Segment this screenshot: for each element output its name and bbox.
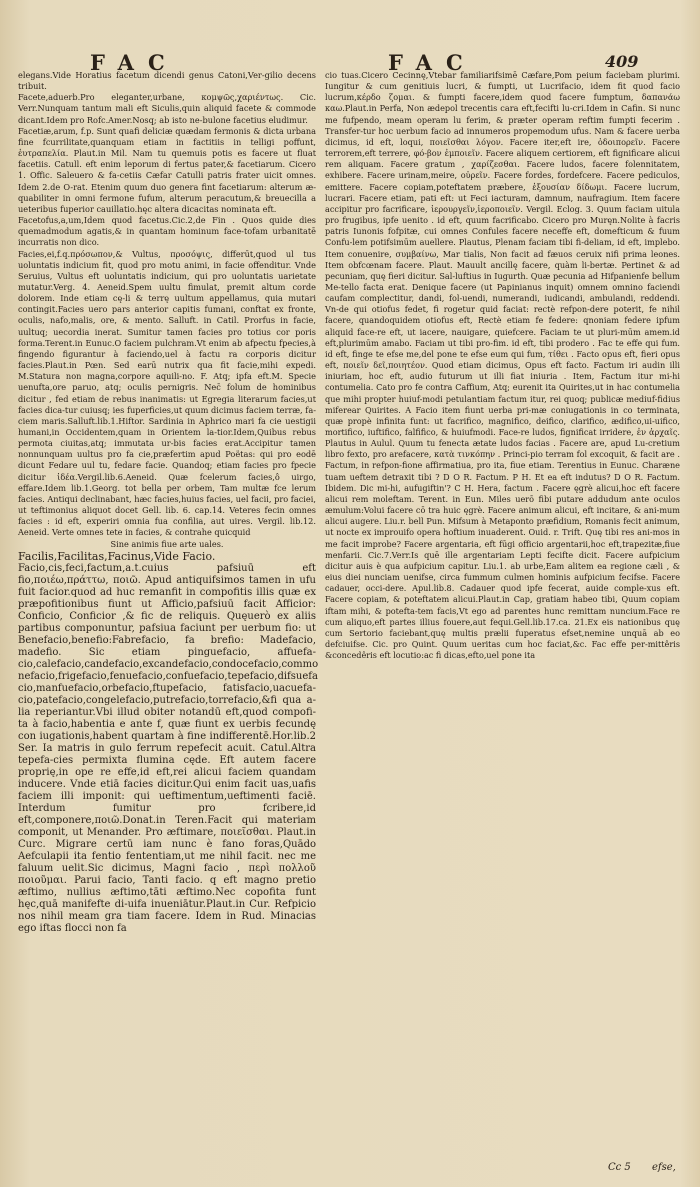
right-column — [325, 70, 680, 661]
entry-paragraph: elegans.Vide Horatius facetum dicendi genus Catoni,Ver-gilio decens tribuit. — [18, 70, 316, 92]
header-left-word: FAC — [90, 50, 179, 75]
signature-mark: Cc 5 — [608, 1162, 631, 1173]
entry-facies: Facies,ei,f.q.πρόσωπον,& Vultus, προσόψις, differūt,quod ul tus uoluntatis indicium fit, quod pro motu animi, in facie offenditur. Vnde Seruius, Vultus eft uoluntatis indicium, qui pro uoluntatis uarietate mutatur.Verg. 4. Aeneid.Spem uultu fimulat, premit altum corde dolorem. Inde etiam cę-li & terrę uultum appellamus, quia mutari contingit.Facies uero pars anterior capitis fumani, conftat ex fronte, oculis, nafo,malis, ore, & mento. Salluft. in Catil. Prorfus in facie, uultuq; uecordia inerat. Sumitur tamen facies pro totius cor poris forma.Terent.in Eunuc.O faciem pulchram.Vt enim ab afpectu fpecies,à fingendo figurantur à faciendo,uel à factu ra corporis dicitur facies.Plaut.in Pœn. Sed earū nutrix qua fit facie,mihi expedi. M.Statura non magna,corpore aquili-no. F. Atq; ipfa eft.M. Specie uenufta,ore paruo, atq; oculis pernigris. Nec̄ folum de hominibus dicitur , fed etiam de rebus inanimatis: ut Egregia literarum facies,ut facies dica-tur cuiusq; ies fuperficies,ut quum dicimus faciem terræ, fa-ciem maris.Salluft.lib.1.Hiftor. Sardinia in Aphrico mari fa cie uestigii humani,in Occidentem,quam in Orientem la-tior.Idem,Quibus rebus permota ciuitas,atq; immutata ur-bis facies erat.Accipitur tamen nonnunquam uultus pro fa cie,præfertim apud Poëtas: qui pro eodē dicunt Fedare uul tu, fedare facie. Quandoq; etiam facies pro fpecie dicitur ἰδέα.Vergil.lib.6.Aeneid. Quæ fcelerum facies,ô uirgo, effare.Idem lib.1.Georg. tot bella per orbem, Tam multæ fce lerum facies. Antiqui declinabant, hæc facies,huius facies, uel facii, pro faciei, ut teftimonius aliquot docet Gell. lib. 6. cap.14. Veteres fecin omnes facies : id eft, experiri omnia fua confilia, aut uires. Vergil. lib.12. Aeneid. Verte omnes tete in facies, & contrahe quicquid — [18, 248, 316, 538]
entry-facete: Facete,aduerb.Pro eleganter,urbane, κομψῶς,χαριέντως. Cic. Verr.Nunquam tantum mali eft Siculis,quin aliquid facete & commode dicant.Idem pro Rofc.Amer.Nosq; ab isto ne-bulone facetius eludimur. — [18, 92, 316, 125]
catchword: efse, — [652, 1162, 676, 1173]
header-right-word: FAC — [388, 50, 477, 75]
page-number: 409 — [605, 52, 639, 71]
entry-facio: Facio,cis,feci,factum,a.t.cuius pafsiuū eft fio,ποιέω,πράττω, ποιῶ. Apud antiquifsimos tamen in ufu fuit facior.quod ad huc remanfit in compofitis illis quæ ex præpofitionibus fiunt ut Afficio,pafsiuū facit Afficior: Conficio, Conficior ,& fic de reliquis. Quęuerò ex aliis partibus componuntur, pafsiua faciunt per uerbum fio: ut Benefacio,benefio:Fabrefacio, fa brefio: Madefacio, madefio. Sic etiam pinguefacio, affuefa-cio,calefacio,candefacio,excandefacio,condocefacio,commo nefacio,frigefacio,fenuefacio,confuefacio,tepefacio,difsuefa cio,manfuefacio,orbefacio,ftupefacio, fatisfacio,uacuefa-cio,patefacio,congelefacio,putrefacio,torrefacio,&fi qua a-lia reperiantur.Vbi illud obiter notandū eft,quod compofi-ta à facio,habentia e ante f, quæ fiunt ex uerbis fecundę con iugationis,habent quartam à fine indifferentē.Hor.lib.2 Ser. Ia matris in gulo ferrum repefecit acuit. Catul.Altra tepefa-cies permixta flumina cęde. Eft autem facere proprię,in ope re effe,id eft,rei alicui faciem quandam inducere. Vnde etiā facies dicitur.Qui enim facit uas,uafis faciem illi imponit: qui ueftimentum,ueftimenti faciē. Interdum fumitur pro fcribere,id eft,componere,ποιῶ.Donat.in Teren.Facit qui materiam componit, ut Menander. Pro æftimare, ποιεῖσθαι. Plaut.in Curc. Migrare certū iam nunc è fano foras,Quādo Aefculapii ita fentio fententiam,ut me nihil facit. nec me faluum uelit.Sic dicimus, Magni facio , περὶ πολλοῦ ποιοῦμαι. Parui facio, Tanti facio. q eft magno pretio æftimo, nullius æftimo,tāti æftimo.Nec copofita funt hęc,quā manifefte di-uifa inueniātur.Plaut.in Cur. Refpicio nos nihil meam gra tiam facere. Idem in Rud. Minacias ego iftas flocci non fa — [18, 562, 319, 934]
entry-facetosus: Facetofus,a,um,Idem quod facetus.Cic.2,de Fin . Quos quide dies quemadmodum agatis,& in quantam hominum face-tofam urbanitatē incurratis non dico. — [18, 215, 316, 248]
entry-facetiae: Facetiæ,arum, f.p. Sunt quafi deliciæ quædam fermonis & dicta urbana fine fcurrilitate,quanquam etiam in factitiis in telligi poffunt, ἐυτραπελία. Plaut.in Mil. Nam tu quemuis potis es facere ut fluat facetiis. Catull. eft enim leporum di fertus pater,& facetiarum. Cicero 1. Offic. Saleuero & fa-cetiis Cæfar Catulli patris frater uicit omnes. Idem 2.de O-rat. Etenim quum duo genera fint facetiarum: alterum æ-quabiliter in omni fermone fufum, alterum peracutum,& breuecilla a ueteribus fuperior cauillatio.hęc altera dicacitas nominata eft. — [18, 125, 316, 214]
entry-facio-continued: cio tuas.Cicero Cecinnę,Vtebar familiarifsimē Cæfare,Pom peium faciebam plurimi. Iungitur & cum genitiuis lucri, & fumpti, ut Lucrifacio, idem fit quod facio lucrum,κέρδο ζομαι. & fumpti facere,idem quod facere fumptum, δαπανάω καω.Plaut.in Perfa, Non ædepol trecentis cara eft,fecifti lu-cri.Idem in Cafin. Si nunc me fufpendo, meam operam lu ferim, & præter operam reftim fumpti fecerim . Transfer-tur hoc uerbum facio ad innumeros propemodum ufus. Nam & facere uerba dicimus, id eft, loqui, ποιεῖσθαι λόγον. Facere iter,eft ire, ὁδοιπορεῖν. Facere terrorem,eft terrere, φό-βον ἐμποιεῖν. Facere aliquem certiorem, eft fignificare alicui rem aliquam. Facere gratum , χαρίζεσθαι. Facere ludos, facere folennitatem, exhibere. Facere urinam,meire, οὐρεῖν. Facere fordes, fordefcere. Facere pediculos, emittere. Facere copiam,poteftatem præbere, ἐξουσίαν δίδωμι. Facere lucrum, lucrari. Facere etiam, pati eft: ut Feci iacturam, damnum, naufragium. Item facere accipitur pro facrificare, ἱερουργεῖν,ἱεροποιεῖν. Vergil. Eclog. 3. Quum faciam uitula pro frugibus, ipfe uenito . id eft, quum facrificabo. Cicero pro Muręn.Nolite à facris patris Iunonis fofpitæ, cui omnes Confules facere neceffe eft, domefticum & fuum Confu-lem potifsimūm auellere. Plautus, Plenam faciam tibi fi-deliam, id eft, implebo. Item conuenire, συμβαίνω, Mar tialis, Non facit ad fæuos ceruix nifi prima leones. Item obfcœnam facere. Plaut. Mauult ancillę facere, quàm li-bertæ. Pertinet & ad pecuniam, quę fieri dicitur. Sal-luftius in Iugurth. Quæ pecunia ad Hifpanienfe bellum Me-tello facta erat. Denique facere (ut Papinianus inquit) omnem omnino faciendi caufam complectitur, dandi, fol-uendi, numerandi, iudicandi, ambulandi, reddendi. Vn-de qui otiofus fedet, fi rogetur quid faciat: rectè refpon-dere poterit, fe nihil facere, quandoquidem otiofus eft, Rectè etiam fe federe: qnoniam federe ipfum aliquid face-re eft, ut iacere, nauigare, quiefcere. Faciam te ut pluri-mūm amem.id eft,plurimūm amabo. Faciam ut tibi pro-fim. id eft, tibi prodero . Fac te effe qui fum. id eft, finge te efse me,del pone te efse eum qui fum, τίθει . Facto opus eft, fieri opus eft, ποιεῖν δεῖ,ποιητέον. Quod etiam dicimus, Opus eft facto. Factum iri audin illi iniuriam, hoc eft, audio futurum ut illi fiat iniuria . Item, Factum itur mi-hi contumelia. Cato pro fe contra Caffium, Atq; eurenit ita Quirites,ut in hac contumelia que mihi propter huiuf-modi petulantiam factum itur, rei quoq; publicæ mediuf-fidius miferear Quirites. A Facio item fiunt uerba pri-mæ coniugationis in co terminata, quæ propè infinita funt: ut facrifico, magnifico, deifico, clarifico, ædifico,ui-uifico, mortifico, iuftifico, falfifico, & huiufmodi. Face-re ludos, fignificat irridere, ἐν ἀρχαῖς. Plautus in Aulul. Quum tu fenecta ætate ludos facias . Facere are, apud Lu-cretium libro fexto, pro arefacere, κατὰ τινκόπην . Princi-pio terram fol excoquit, & facit are . Factum, in refpon-fione affirmatiua, pro ita, fiue etiam. Terentius in Eunuc. Charæne tuam ueftem detraxit tibi ? D O R. Factum. P H. Et ea eft indutus? D O R. Factum. Ibidem. Dic mi-hi, aufugiftin'? C H. Hera, factum . Facere ęgrè alicui,hoc eft facere alicui rem moleftam. Terent. in Eun. Miles uerō fibi putare addudum ante oculos æmulum:Volui facere cō tra huic ęgrè. Facere animum alicui, eft incitare, & ani-mum alicui augere. Liu.r. bell Pun. Mifsum à Metaponto præfidium, Romanis fecit animum, ut nocte ex improuifo opera hoftium inuaderent. Ouid. r. Trift. Quę tibi res ani-mos in me facit improbe? Facere argentaria, eft fūgi officio argentarii,hoc eft,trapezitæ,fiue menfarii. Cic.7.Verr.Is quē ille argentariam Lepti fecifte dicit. Facere aufpicium dicitur auis è qua aufpicium capitur. Liu.1. ab urbe,Eam alitem ea regione cæli , & eius diei nunciam uenifse, circa fummum culmen hominis aufpicium fecifse. Facere cadauer, occi-dere. Apul.lib.8. Cadauer quod ipfe fecerat, auide comple-xus eft. Facere copiam, & poteftatem alicui.Plaut.in Cap, gratiam habeo tibi, Quum copiam iftam mihi, & potefta-tem facis,Vt ego ad parentes hunc remittam nuncium.Face re cum aliquo,eft partes illius fouere,aut fequi.Gell.lib.17.ca. 21.Ex eis nationibus quę cum Sertorio faciebant,quę multis prælii fuperatus efset,nemine unquā ab eo defciuifse. Cic. pro Quint. Quum ueritas cum hoc faciat,&c. Fac effe per-mittêris &concedêris eft locutio:ac fi dicas,efto,uel pone ita — [325, 70, 680, 661]
verse-line: Sine animis fiue arte uales. — [110, 538, 224, 549]
section-heading-facilis: Facilis,Facilitas,Facinus,Vide Facio. — [18, 549, 216, 563]
left-column — [18, 70, 319, 935]
